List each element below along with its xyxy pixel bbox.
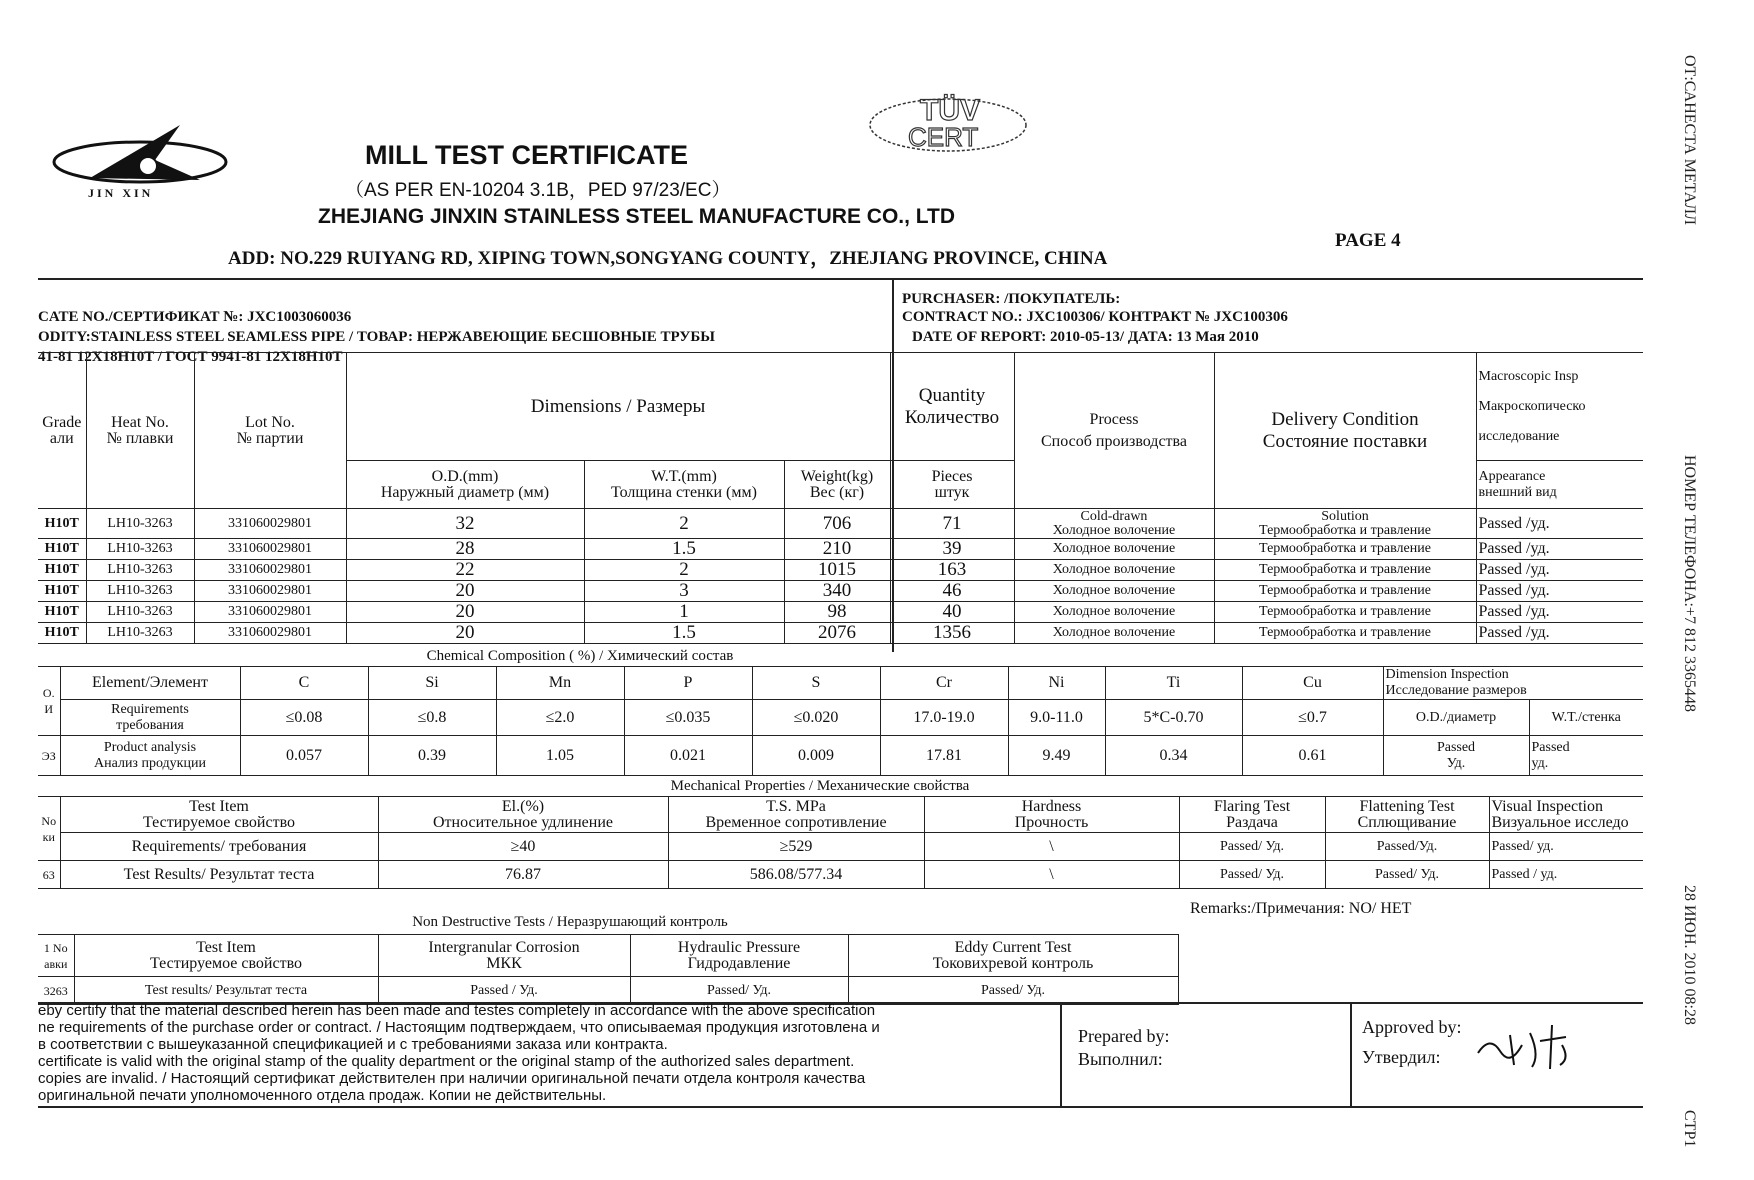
element-cu: Cu (1242, 667, 1383, 700)
chemical-table (38, 666, 1643, 776)
ndt-stub-2: 3263 (38, 977, 74, 1005)
mechanical-table (38, 796, 1643, 889)
appearance-cell: Passed /уд. (1476, 560, 1643, 581)
company-name: ZHEJIANG JINXIN STAINLESS STEEL MANUFACTURE CO., LTD (318, 205, 956, 228)
report-date: DATE OF REPORT: 2010-05-13/ ДАТА: 13 Мая 2010 (912, 329, 1259, 345)
cert-line: eby certify that the material described herein has been made and testes completely in accordance with the above specification (38, 1002, 876, 1019)
appearance-header: Appearance внешний вид (1476, 461, 1643, 509)
heat-cell: LH10-3263 (86, 539, 194, 560)
lot-cell: 331060029801 (194, 509, 346, 539)
weight-header: Weight(kg) Вес (кг) (784, 461, 890, 509)
fax-phone: НОМЕР ТЕЛЕФОНА:+7 812 3365448 (1681, 455, 1698, 712)
remarks: Remarks:/Примечания: NO/ НЕТ (1190, 900, 1412, 917)
heat-cell: LH10-3263 (86, 560, 194, 581)
wt-label: W.T./стенка (1529, 700, 1643, 736)
req-cr: 17.0-19.0 (880, 700, 1008, 736)
igc-header: Intergranular Corrosion МКК (378, 935, 630, 977)
appearance-cell: Passed /уд. (1476, 539, 1643, 560)
result-flattening: Passed/ Уд. (1325, 861, 1489, 889)
element-si: Si (368, 667, 496, 700)
result-visual: Passed / уд. (1489, 861, 1643, 889)
element-c: C (240, 667, 368, 700)
element-cr: Cr (880, 667, 1008, 700)
approved-label: Approved by: (1362, 1017, 1462, 1037)
req-s: ≤0.020 (752, 700, 880, 736)
element-ni: Ni (1008, 667, 1105, 700)
od-cell: 32 (346, 509, 584, 539)
cert-line: copies are invalid. / Настоящий сертификат действителен при наличии оригинальной печати отдела контроля качества (38, 1070, 866, 1087)
commodity: ODITY:STAINLESS STEEL SEAMLESS PIPE / ТОВАР: НЕРЖАВЕЮЩИЕ БЕСШОВНЫЕ ТРУБЫ (38, 329, 715, 345)
quantity-header: Quantity Количество (890, 353, 1014, 461)
delivery-cell: Термообработка и травление (1214, 560, 1476, 581)
ndt-test-item-header: Test Item Тестируемое свойство (74, 935, 378, 977)
flattening-header: Flattening Test Сплющивание (1325, 797, 1489, 833)
dimension-inspection-header: Dimension Inspection Исследование размеров (1383, 667, 1643, 700)
prod-ti: 0.34 (1105, 736, 1242, 776)
mechanical-title: Mechanical Properties / Механические свойства (670, 778, 970, 794)
prepared-by (1078, 1025, 1169, 1071)
cert-line: в соответствии с вышеуказанной спецификацией и с требованиями заказа или контракта. (38, 1036, 668, 1053)
chem-stub: О. И (38, 667, 60, 736)
req-flaring: Passed/ Уд. (1179, 833, 1325, 861)
element-ti: Ti (1105, 667, 1242, 700)
certificate-subtitle: （AS PER EN-10204 3.1B，PED 97/23/EC） (345, 180, 731, 201)
req-ni: 9.0-11.0 (1008, 700, 1105, 736)
wt-cell: 2 (584, 509, 784, 539)
prod-cu: 0.61 (1242, 736, 1383, 776)
delivery-cell: Solution Термообработка и травление (1214, 509, 1476, 539)
grade-cell: H10T (38, 560, 86, 581)
tuv-cert-logo (868, 80, 1028, 156)
chem-stub-2: ЭЗ (38, 736, 60, 776)
prod-si: 0.39 (368, 736, 496, 776)
page-number: PAGE 4 (1335, 230, 1401, 251)
mech-stub: No ки (38, 797, 60, 861)
lot-cell: 331060029801 (194, 560, 346, 581)
table-row (38, 539, 1643, 560)
wt-cell: 2 (584, 560, 784, 581)
od-result: Passed Уд. (1383, 736, 1529, 776)
ndt-result-label: Test results/ Результат теста (74, 977, 378, 1005)
mech-stub-2: 63 (38, 861, 60, 889)
heat-cell: LH10-3263 (86, 623, 194, 644)
req-elongation: ≥40 (378, 833, 668, 861)
process-cell: Холодное волочение (1014, 560, 1214, 581)
process-cell: Холодное волочение (1014, 602, 1214, 623)
pieces-cell: 163 (890, 560, 1014, 581)
lot-cell: 331060029801 (194, 581, 346, 602)
contract-no: CONTRACT NO.: JXC100306/ КОНТРАКТ № JXC100306 (902, 309, 1288, 325)
grade-cell: H10T (38, 602, 86, 623)
process-cell: Холодное волочение (1014, 539, 1214, 560)
lot-no-header: Lot No. № партии (194, 353, 346, 509)
test-item-header: Test Item Тестируемое свойство (60, 797, 378, 833)
weight-cell: 2076 (784, 623, 890, 644)
appearance-cell: Passed /уд. (1476, 509, 1643, 539)
wt-header: W.T.(mm) Толщина стенки (мм) (584, 461, 784, 509)
approved-by (1362, 1012, 1461, 1072)
cert-line: оригинальной печати уполномоченного отдела продаж. Копии не действительны. (38, 1087, 607, 1104)
delivery-cell: Термообработка и травление (1214, 581, 1476, 602)
req-c: ≤0.08 (240, 700, 368, 736)
delivery-cell: Термообработка и травление (1214, 602, 1476, 623)
prepared-label-ru: Выполнил: (1078, 1049, 1163, 1069)
hydraulic-header: Hydraulic Pressure Гидродавление (630, 935, 848, 977)
result-hardness: \ (924, 861, 1179, 889)
table-row (38, 581, 1643, 602)
od-cell: 20 (346, 623, 584, 644)
element-mn: Mn (496, 667, 624, 700)
fax-sender: ОТ:САНЕСТА МЕТАЛЛ (1681, 55, 1698, 225)
result-elongation: 76.87 (378, 861, 668, 889)
prod-c: 0.057 (240, 736, 368, 776)
prod-p: 0.021 (624, 736, 752, 776)
process-header: Process Способ производства (1014, 353, 1214, 509)
wt-cell: 1.5 (584, 539, 784, 560)
delivery-cell: Термообработка и травление (1214, 539, 1476, 560)
element-p: P (624, 667, 752, 700)
result-flaring: Passed/ Уд. (1179, 861, 1325, 889)
od-cell: 20 (346, 602, 584, 623)
macro-header: Macroscopic Insp Макроскопическо исследование (1476, 353, 1643, 461)
req-visual: Passed/ уд. (1489, 833, 1643, 861)
pieces-cell: 46 (890, 581, 1014, 602)
delivery-header: Delivery Condition Состояние поставки (1214, 353, 1476, 509)
lot-cell: 331060029801 (194, 602, 346, 623)
bottom-rule (38, 1106, 1643, 1108)
igc-result: Passed / Уд. (378, 977, 630, 1005)
wt-cell: 1.5 (584, 623, 784, 644)
prod-mn: 1.05 (496, 736, 624, 776)
delivery-cell: Термообработка и травление (1214, 623, 1476, 644)
approved-label-ru: Утвердил: (1362, 1047, 1441, 1067)
hydraulic-result: Passed/ Уд. (630, 977, 848, 1005)
prod-cr: 17.81 (880, 736, 1008, 776)
prod-ni: 9.49 (1008, 736, 1105, 776)
logo-text: JIN XIN (88, 186, 154, 200)
req-hardness: \ (924, 833, 1179, 861)
req-flattening: Passed/Уд. (1325, 833, 1489, 861)
signature-mark (1470, 1015, 1580, 1075)
grade-cell: H10T (38, 623, 86, 644)
company-address: ADD: NO.229 RUIYANG RD, XIPING TOWN,SONGYANG COUNTY，ZHEJIANG PROVINCE, CHINA (228, 248, 1108, 269)
appearance-cell: Passed /уд. (1476, 581, 1643, 602)
top-rule (38, 278, 1643, 280)
certificate-title: MILL TEST CERTIFICATE (365, 140, 688, 170)
weight-cell: 210 (784, 539, 890, 560)
chemical-title: Chemical Composition ( %) / Химический состав (426, 648, 734, 664)
table-row (38, 509, 1643, 539)
element-s: S (752, 667, 880, 700)
fax-datetime: 28 ИЮН. 2010 08:28 (1681, 885, 1698, 1025)
eddy-current-result: Passed/ Уд. (848, 977, 1178, 1005)
table-row (38, 623, 1643, 644)
req-p: ≤0.035 (624, 700, 752, 736)
eddy-current-header: Eddy Current Test Токовихревой контроль (848, 935, 1178, 977)
req-tensile: ≥529 (668, 833, 924, 861)
req-mn: ≤2.0 (496, 700, 624, 736)
ndt-title: Non Destructive Tests / Неразрушающий контроль (412, 914, 728, 930)
pieces-cell: 40 (890, 602, 1014, 623)
weight-cell: 340 (784, 581, 890, 602)
heat-cell: LH10-3263 (86, 509, 194, 539)
jinxin-logo (50, 120, 230, 210)
table-row (38, 560, 1643, 581)
pieces-cell: 71 (890, 509, 1014, 539)
heat-no-header: Heat No. № плавки (86, 353, 194, 509)
req-si: ≤0.8 (368, 700, 496, 736)
od-cell: 20 (346, 581, 584, 602)
appearance-cell: Passed /уд. (1476, 623, 1643, 644)
appearance-cell: Passed /уд. (1476, 602, 1643, 623)
cert-no: CATE NO./СЕРТИФИКАТ №: JXC1003060036 (38, 309, 352, 325)
req-cu: ≤0.7 (1242, 700, 1383, 736)
cert-line: ne requirements of the purchase order or contract. / Настоящим подтверждаем, что описываемая продукция изготовлена и (38, 1019, 880, 1036)
lot-cell: 331060029801 (194, 539, 346, 560)
purchaser: PURCHASER: /ПОКУПАТЕЛЬ: (902, 291, 1121, 307)
pieces-cell: 1356 (890, 623, 1014, 644)
certification-statement (38, 1002, 1048, 1104)
cert-line: certificate is valid with the original stamp of the quality department or the original stamp of the authorized sales department. (38, 1053, 855, 1070)
grade-cell: H10T (38, 581, 86, 602)
requirements-label: Requirements требования (60, 700, 240, 736)
dimensions-header: Dimensions / Размеры (346, 353, 890, 461)
weight-cell: 1015 (784, 560, 890, 581)
od-header: O.D.(mm) Наружный диаметр (мм) (346, 461, 584, 509)
od-cell: 22 (346, 560, 584, 581)
prepared-label: Prepared by: (1078, 1026, 1170, 1046)
ndt-table (38, 934, 1179, 1005)
sig-divider-1 (1060, 1002, 1062, 1106)
table-row (38, 602, 1643, 623)
weight-cell: 98 (784, 602, 890, 623)
result-tensile: 586.08/577.34 (668, 861, 924, 889)
pieces-header: Pieces штук (890, 461, 1014, 509)
grade-cell: H10T (38, 539, 86, 560)
wt-cell: 3 (584, 581, 784, 602)
fax-page: СТР1 (1681, 1110, 1698, 1148)
pieces-cell: 39 (890, 539, 1014, 560)
wt-cell: 1 (584, 602, 784, 623)
cert-text: CERT (908, 122, 979, 152)
main-table (38, 352, 1643, 644)
req-ti: 5*C-0.70 (1105, 700, 1242, 736)
grade-header: Grade али (38, 353, 86, 509)
weight-cell: 706 (784, 509, 890, 539)
ndt-stub: 1 No авки (38, 935, 74, 977)
prod-s: 0.009 (752, 736, 880, 776)
wt-result: Passed уд. (1529, 736, 1643, 776)
flaring-header: Flaring Test Раздача (1179, 797, 1325, 833)
mech-result-label: Test Results/ Результат теста (60, 861, 378, 889)
mech-req-label: Requirements/ требования (60, 833, 378, 861)
process-cell: Cold-drawn Холодное волочение (1014, 509, 1214, 539)
sig-divider-2 (1350, 1002, 1352, 1106)
heat-cell: LH10-3263 (86, 581, 194, 602)
tuv-text: TÜV (920, 94, 980, 127)
product-analysis-label: Product analysis Анализ продукции (60, 736, 240, 776)
element-header: Element/Элемент (60, 667, 240, 700)
elongation-header: El.(%) Относительное удлинение (378, 797, 668, 833)
lot-cell: 331060029801 (194, 623, 346, 644)
tensile-header: T.S. MPa Временное сопротивление (668, 797, 924, 833)
visual-header: Visual Inspection Визуальное исследо (1489, 797, 1643, 833)
standard: 41-81 12X18H10T / ГОСТ 9941-81 12X18H10T (38, 349, 343, 365)
grade-cell: H10T (38, 509, 86, 539)
process-cell: Холодное волочение (1014, 581, 1214, 602)
hardness-header: Hardness Прочность (924, 797, 1179, 833)
process-cell: Холодное волочение (1014, 623, 1214, 644)
od-cell: 28 (346, 539, 584, 560)
od-label: O.D./диаметр (1383, 700, 1529, 736)
heat-cell: LH10-3263 (86, 602, 194, 623)
